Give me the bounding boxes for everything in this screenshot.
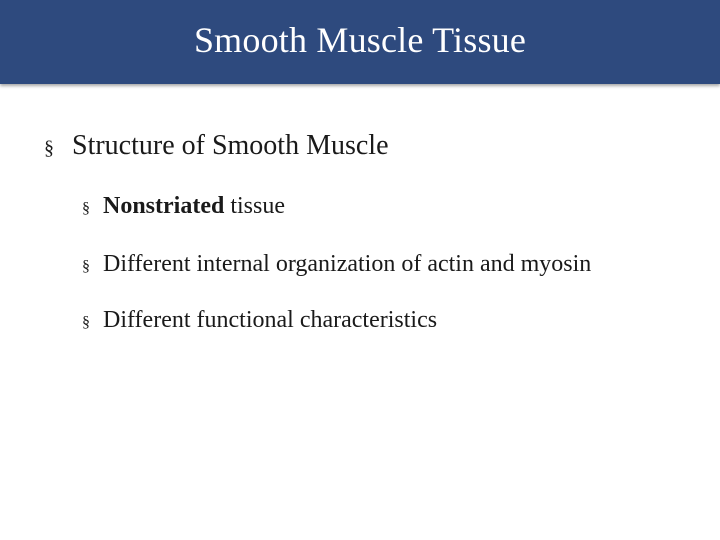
bullet-marker-icon: § [82,258,90,275]
bullet-main-text: Structure of Smooth Muscle [72,130,389,161]
sub-bullet-text: Different internal organization of actin and myosin [103,251,592,277]
sub-bullet-bold-text: Nonstriated [103,193,225,219]
bullet-main [44,130,389,162]
bullet-marker-icon: § [82,200,90,217]
sub-bullet-text: Different functional characteristics [103,307,438,333]
bullet-marker-icon: § [44,137,54,159]
slide-title: Smooth Muscle Tissue [193,20,527,60]
sub-bullet-organization [82,251,591,278]
sub-bullet-functional [82,307,437,334]
bullet-marker-icon: § [82,314,90,331]
sub-bullet-text: tissue [224,193,285,219]
sub-bullet-nonstriated [82,193,285,220]
